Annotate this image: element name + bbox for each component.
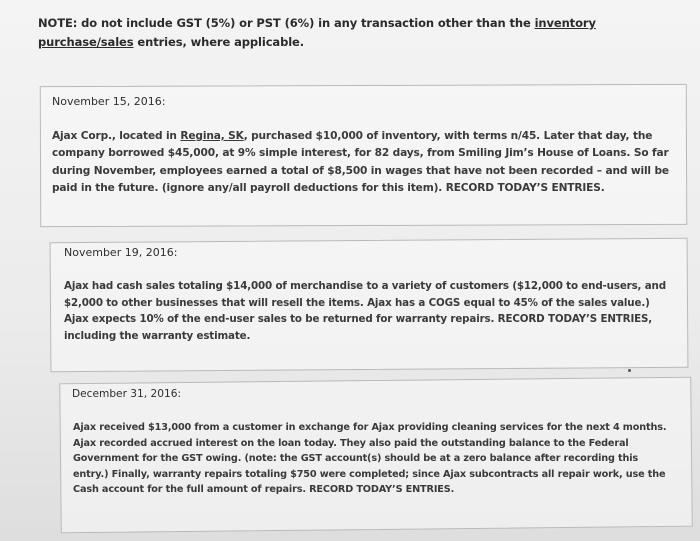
note-underlined-text: inventory purchase/sales xyxy=(38,16,596,49)
note-text-end: entries, where applicable. xyxy=(133,35,305,49)
section-date-nov15: November 15, 2016: xyxy=(52,95,166,108)
section-date-dec31: December 31, 2016: xyxy=(72,388,182,400)
section-text-dec31: Ajax received $13,000 from a customer in exchange for Ajax providing cleaning services for the next 4 months. Ajax recorded accrued interest on the loan today. They also paid the outstanding balance to the Federal Government for the GST owing. (note: the GST account(s) should be at a zero balance after recording this entry.) Finally, warranty repairs totaling $750 were completed; since Ajax subcontracts all repair work, use the Cash account for the full amount of repairs. RECORD TODAY’S ENTRIES. xyxy=(73,422,667,496)
note-text: NOTE: do not include GST (5%) or PST (6%) in any transaction other than the xyxy=(38,16,535,30)
section-text-part: Ajax Corp., located in xyxy=(52,130,181,142)
section-text-part: , purchased $10,000 of inventory, with terms n/45. Later that day, the company borrowed $45,000, at 9% simple interest, for 82 days, from Smiling Jim’s House of Loans. So far during November, employees earned a total of $8,500 in wages that have not been recorded – and will be paid in the future. (ignore any/all payroll deductions for this item). RECORD TODAY’S ENTRIES. xyxy=(52,130,669,194)
location-underlined: Regina, SK xyxy=(180,130,244,142)
stray-mark xyxy=(628,369,631,372)
section-text-nov19: Ajax had cash sales totaling $14,000 of merchandise to a variety of customers ($12,000 to end-users, and $2,000 to other businesses that will resell the items. Ajax has a COGS equal to 45% of the sales value.) Ajax expects 10% of the end-user sales to be returned for warranty repairs. RECORD TODAY’S ENTRIES, including the warranty estimate. xyxy=(64,280,666,342)
section-date-nov19: November 19, 2016: xyxy=(64,246,178,259)
section-text-nov15 xyxy=(52,128,682,197)
note-paragraph xyxy=(38,14,678,52)
